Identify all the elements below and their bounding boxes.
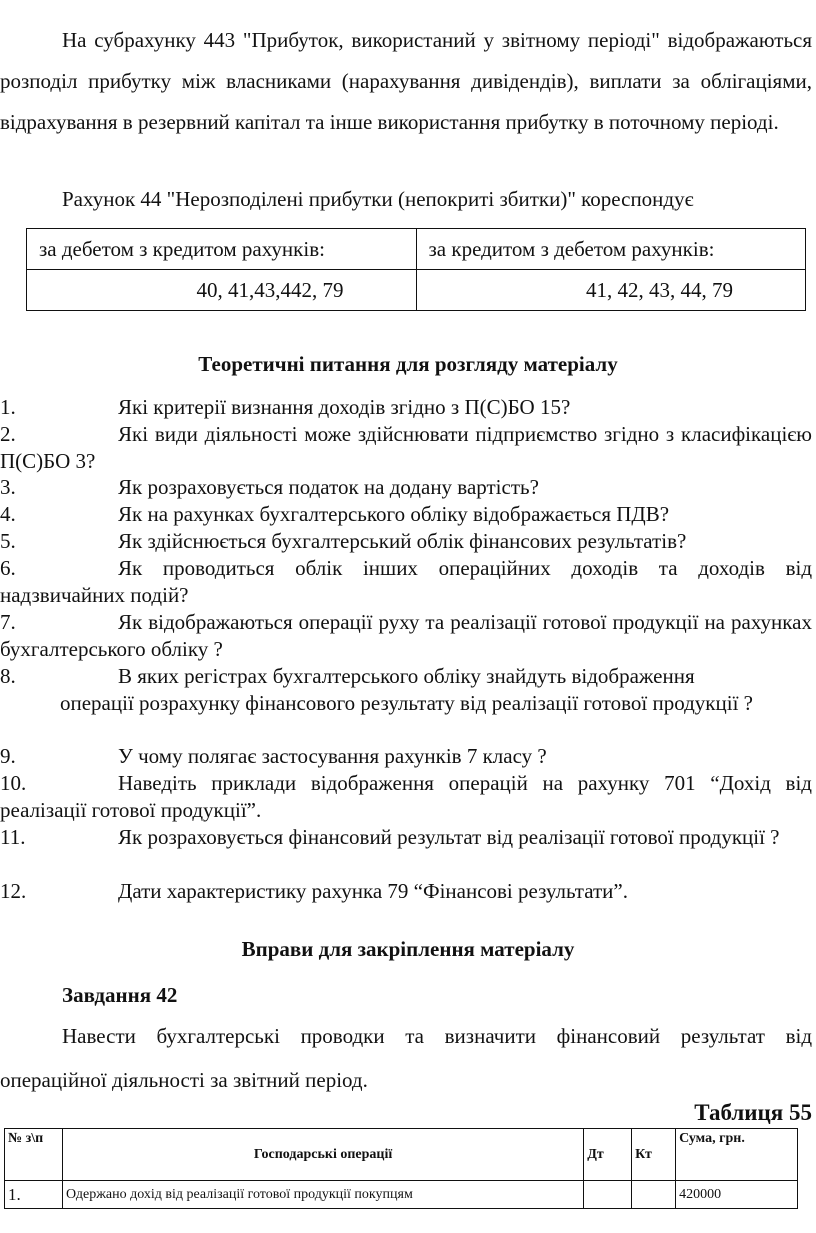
debit-values: 40, 41,43,442, 79: [27, 270, 417, 311]
question-number: 9.: [0, 744, 16, 768]
correspondence-header-row: [27, 229, 806, 270]
question-item: [0, 743, 812, 770]
table-row: [5, 1181, 798, 1209]
question-number: 5.: [0, 529, 16, 553]
question-item: [0, 878, 812, 905]
question-number: 11.: [0, 825, 26, 849]
question-text: Наведіть приклади відображення операцій на рахунку 701 “Дохід від реалізації готової продукції”.: [0, 771, 812, 822]
question-number: 4.: [0, 502, 16, 526]
cell-debit: [584, 1181, 632, 1209]
cell-sum: 420000: [676, 1181, 798, 1209]
header-debit: Дт: [584, 1129, 632, 1181]
question-number: 1.: [0, 395, 16, 419]
correspondence-table: [26, 228, 806, 311]
task-text: Навести бухгалтерські проводки та визначити фінансовий результат від операційної діяльності за звітний період.: [0, 1024, 812, 1092]
question-text: Як здійснюється бухгалтерський облік фінансових результатів?: [118, 529, 687, 553]
operations-header-row: [5, 1129, 798, 1181]
question-item: [0, 528, 812, 555]
question-number: 2.: [0, 422, 16, 446]
question-text-first: В яких регістрах бухгалтерського обліку знайдуть відображення: [118, 664, 695, 688]
question-item: [0, 474, 812, 501]
cell-credit: [632, 1181, 676, 1209]
question-text: Як відображаються операції руху та реалізації готової продукції на рахунках бухгалтерського обліку ?: [0, 610, 812, 661]
exercises-heading: Вправи для закріплення матеріалу: [241, 937, 575, 961]
header-sum: Сума, грн.: [676, 1129, 798, 1181]
header-credit: Кт: [632, 1129, 676, 1181]
correspondence-values-row: [27, 270, 806, 311]
table-label: Таблиця 55: [694, 1100, 812, 1125]
question-text: Як проводиться облік інших операційних доходів та доходів від надзвичайних подій?: [0, 556, 812, 607]
debit-header: за дебетом з кредитом рахунків:: [27, 229, 417, 270]
intro-paragraph: На субрахунку 443 "Прибуток, використаний у звітному періоді" відображаються розподіл прибутку між власниками (нарахування дивідендів), виплати за облігаціями, відрахування в резервний капітал та інше використання прибутку в поточному періоді.: [0, 28, 812, 134]
question-text: Дати характеристику рахунка 79 “Фінансові результати”.: [118, 879, 628, 903]
question-item: [0, 663, 812, 716]
question-number: 12.: [0, 879, 27, 903]
cell-num: 1.: [5, 1181, 63, 1209]
question-number: 6.: [0, 556, 16, 580]
cell-operation: Одержано дохід від реалізації готової продукції покупцям: [62, 1181, 583, 1209]
question-item: [0, 824, 812, 851]
question-text: Як на рахунках бухгалтерського обліку відображається ПДВ?: [118, 502, 670, 526]
question-item: [0, 421, 812, 474]
question-item: [0, 394, 812, 421]
question-text: Як розраховується фінансовий результат від реалізації готової продукції ?: [118, 825, 780, 849]
header-num: № з\п: [5, 1129, 63, 1181]
question-text: Які критерії визнання доходів згідно з П(С)БО 15?: [118, 395, 571, 419]
question-number: 3.: [0, 475, 16, 499]
header-operation: Господарські операції: [62, 1129, 583, 1181]
question-text-rest: операції розрахунку фінансового результату від реалізації готової продукції ?: [60, 690, 753, 715]
credit-values: 41, 42, 43, 44, 79: [416, 270, 806, 311]
question-number: 10.: [0, 771, 27, 795]
question-item: [0, 770, 812, 823]
question-text: Як розраховується податок на додану вартість?: [118, 475, 539, 499]
question-text: У чому полягає застосування рахунків 7 класу ?: [118, 744, 547, 768]
question-item: [0, 555, 812, 608]
question-text: Які види діяльності може здійснювати підприємство згідно з класифікацією П(С)БО 3?: [0, 422, 812, 473]
question-number: 8.: [0, 664, 16, 688]
task-title: Завдання 42: [62, 983, 178, 1007]
correspondence-line: Рахунок 44 "Нерозподілені прибутки (непокриті збитки)" кореспондує: [62, 187, 694, 211]
credit-header: за кредитом з дебетом рахунків:: [416, 229, 806, 270]
question-item: [0, 501, 812, 528]
question-item: [0, 609, 812, 662]
question-number: 7.: [0, 610, 16, 634]
questions-heading: Теоретичні питання для розгляду матеріалу: [198, 352, 618, 376]
operations-table: [4, 1128, 798, 1209]
